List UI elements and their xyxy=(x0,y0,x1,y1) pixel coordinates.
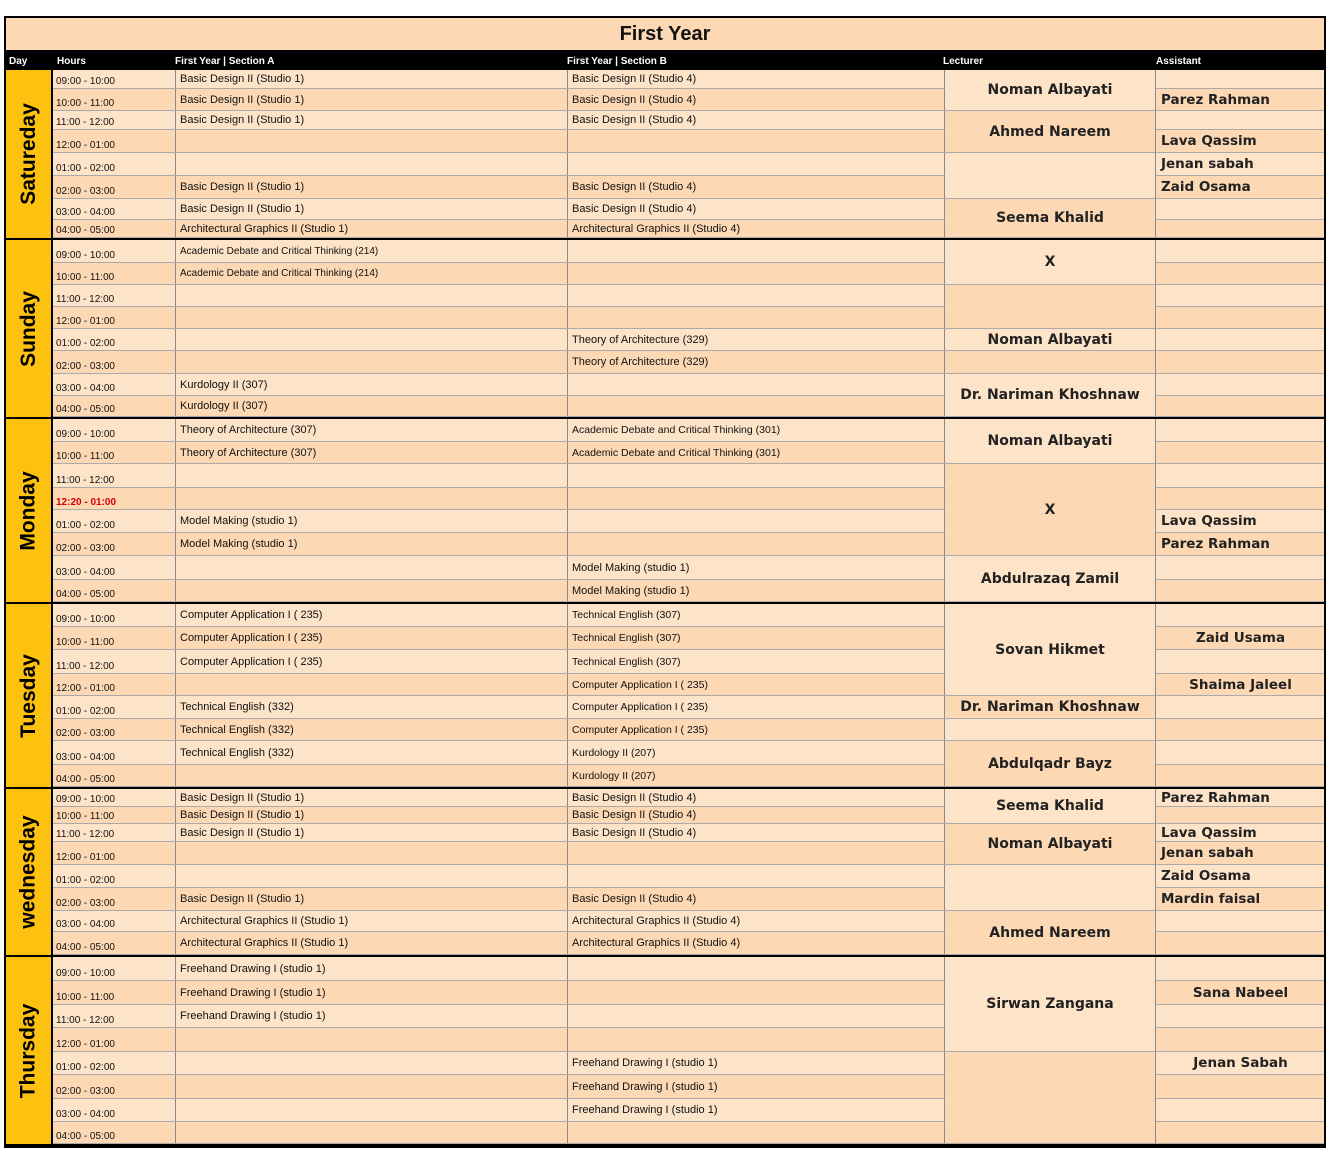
hours-cell: 01:00 - 02:00 xyxy=(53,510,176,532)
hours-cell: 01:00 - 02:00 xyxy=(53,865,176,887)
section-a-cell: Basic Design II (Studio 1) xyxy=(176,89,568,110)
assistant-cell xyxy=(1157,556,1324,580)
section-a-cell: Basic Design II (Studio 1) xyxy=(176,70,568,88)
lecturer-cell xyxy=(945,153,1156,199)
assistant-column xyxy=(1157,70,1324,238)
hours-cell: 01:00 - 02:00 xyxy=(53,696,176,718)
assistant-cell xyxy=(1157,957,1324,981)
day-blocks xyxy=(6,70,1324,1146)
section-b-cell xyxy=(568,865,945,887)
lecturer-column xyxy=(945,957,1156,1144)
assistant-cell: Jenan Sabah xyxy=(1157,1052,1324,1075)
assistant-cell xyxy=(1157,741,1324,765)
assistant-cell xyxy=(1157,1075,1324,1099)
lecturer-cell xyxy=(945,865,1156,911)
day-name: wednesday xyxy=(16,815,40,929)
hours-cell: 01:00 - 02:00 xyxy=(53,329,176,350)
hours-cell: 04:00 - 05:00 xyxy=(53,765,176,786)
day-label xyxy=(6,957,53,1144)
section-b-cell: Basic Design II (Studio 4) xyxy=(568,176,945,198)
section-a-cell xyxy=(176,674,568,695)
section-a-cell xyxy=(176,464,568,487)
section-a-cell: Computer Application I ( 235) xyxy=(176,604,568,626)
lecturer-column xyxy=(945,604,1156,787)
assistant-cell: Lava Qassim xyxy=(1157,130,1324,153)
hours-cell: 12:00 - 01:00 xyxy=(53,307,176,328)
section-b-cell: Computer Application I ( 235) xyxy=(568,674,945,695)
day-name: Sunday xyxy=(16,290,40,367)
hours-cell: 10:00 - 11:00 xyxy=(53,442,176,463)
section-b-cell: Freehand Drawing I (studio 1) xyxy=(568,1075,945,1098)
section-a-cell xyxy=(176,329,568,350)
hours-cell: 03:00 - 04:00 xyxy=(53,1099,176,1121)
section-b-cell: Architectural Graphics II (Studio 4) xyxy=(568,932,945,954)
hours-cell: 09:00 - 10:00 xyxy=(53,70,176,88)
lecturer-cell: Noman Albayati xyxy=(945,329,1156,351)
section-b-cell: Theory of Architecture (329) xyxy=(568,351,945,373)
section-a-cell: Basic Design II (Studio 1) xyxy=(176,111,568,129)
assistant-cell xyxy=(1157,240,1324,263)
hours-cell: 03:00 - 04:00 xyxy=(53,374,176,395)
section-a-cell xyxy=(176,1075,568,1098)
lecturer-cell: Ahmed Nareem xyxy=(945,911,1156,955)
section-b-cell: Technical English (307) xyxy=(568,604,945,626)
hours-cell: 10:00 - 11:00 xyxy=(53,981,176,1004)
assistant-column xyxy=(1157,419,1324,602)
section-a-cell: Theory of Architecture (307) xyxy=(176,419,568,441)
lecturer-cell: Sovan Hikmet xyxy=(945,604,1156,696)
assistant-cell xyxy=(1157,719,1324,741)
section-a-cell: Freehand Drawing I (studio 1) xyxy=(176,957,568,980)
section-b-cell: Technical English (307) xyxy=(568,627,945,649)
hours-cell: 09:00 - 10:00 xyxy=(53,604,176,626)
hours-cell: 11:00 - 12:00 xyxy=(53,824,176,841)
assistant-cell xyxy=(1157,765,1324,787)
hours-cell: 04:00 - 05:00 xyxy=(53,580,176,601)
hours-cell: 03:00 - 04:00 xyxy=(53,556,176,579)
assistant-cell xyxy=(1157,604,1324,627)
assistant-cell xyxy=(1157,374,1324,396)
section-b-cell: Kurdology II (207) xyxy=(568,741,945,764)
hours-cell: 02:00 - 03:00 xyxy=(53,176,176,198)
assistant-cell xyxy=(1157,199,1324,220)
assistant-cell xyxy=(1157,464,1324,488)
lecturer-cell: Abdulrazaq Zamil xyxy=(945,556,1156,602)
assistant-cell: Zaid Osama xyxy=(1157,865,1324,888)
lecturer-cell: Sirwan Zangana xyxy=(945,957,1156,1052)
hours-cell: 04:00 - 05:00 xyxy=(53,220,176,237)
hours-cell: 10:00 - 11:00 xyxy=(53,807,176,823)
section-b-cell: Basic Design II (Studio 4) xyxy=(568,807,945,823)
section-a-cell xyxy=(176,307,568,328)
assistant-cell xyxy=(1157,932,1324,955)
lecturer-column xyxy=(945,789,1156,955)
assistant-column xyxy=(1157,240,1324,417)
hours-cell: 11:00 - 12:00 xyxy=(53,650,176,673)
assistant-cell: Zaid Usama xyxy=(1157,627,1324,650)
assistant-cell: Sana Nabeel xyxy=(1157,981,1324,1005)
lecturer-cell xyxy=(945,351,1156,374)
assistant-cell xyxy=(1157,70,1324,89)
lecturer-cell: Noman Albayati xyxy=(945,824,1156,865)
section-b-cell xyxy=(568,396,945,416)
section-a-cell: Model Making (studio 1) xyxy=(176,510,568,532)
day-name: Monday xyxy=(16,470,40,551)
hours-cell: 12:00 - 01:00 xyxy=(53,842,176,864)
section-a-cell xyxy=(176,1052,568,1074)
section-b-cell xyxy=(568,263,945,284)
section-b-cell xyxy=(568,957,945,980)
section-a-cell xyxy=(176,1028,568,1051)
section-b-cell: Basic Design II (Studio 4) xyxy=(568,789,945,806)
day-block-satureday xyxy=(6,70,1324,240)
assistant-cell: Mardin faisal xyxy=(1157,888,1324,911)
hours-cell: 01:00 - 02:00 xyxy=(53,153,176,175)
lecturer-column xyxy=(945,70,1156,238)
day-label xyxy=(6,70,53,238)
section-b-cell: Basic Design II (Studio 4) xyxy=(568,199,945,219)
day-name: Tuesday xyxy=(16,653,40,738)
lecturer-cell xyxy=(945,719,1156,741)
section-b-cell xyxy=(568,464,945,487)
assistant-cell xyxy=(1157,396,1324,417)
section-b-cell: Basic Design II (Studio 4) xyxy=(568,70,945,88)
assistant-cell: Zaid Osama xyxy=(1157,176,1324,199)
hours-cell: 11:00 - 12:00 xyxy=(53,285,176,306)
assistant-cell xyxy=(1157,488,1324,510)
assistant-cell xyxy=(1157,220,1324,238)
assistant-cell: Parez Rahman xyxy=(1157,89,1324,111)
section-a-cell xyxy=(176,842,568,864)
assistant-cell: Parez Rahman xyxy=(1157,789,1324,807)
lecturer-cell: Noman Albayati xyxy=(945,70,1156,111)
section-a-cell: Kurdology II (307) xyxy=(176,374,568,395)
section-a-cell xyxy=(176,865,568,887)
assistant-cell xyxy=(1157,580,1324,602)
section-a-cell xyxy=(176,351,568,373)
lecturer-cell: X xyxy=(945,464,1156,556)
assistant-cell xyxy=(1157,351,1324,374)
section-b-cell: Basic Design II (Studio 4) xyxy=(568,888,945,910)
lecturer-cell: Seema Khalid xyxy=(945,199,1156,238)
hours-cell: 04:00 - 05:00 xyxy=(53,932,176,954)
hours-cell: 02:00 - 03:00 xyxy=(53,888,176,910)
header-section-a: First Year | Section A xyxy=(175,56,275,67)
hours-cell: 12:00 - 01:00 xyxy=(53,130,176,152)
section-a-cell: Basic Design II (Studio 1) xyxy=(176,888,568,910)
section-a-cell: Architectural Graphics II (Studio 1) xyxy=(176,932,568,954)
hours-cell: 11:00 - 12:00 xyxy=(53,464,176,487)
section-b-cell: Architectural Graphics II (Studio 4) xyxy=(568,220,945,237)
hours-cell: 02:00 - 03:00 xyxy=(53,351,176,373)
day-label xyxy=(6,419,53,602)
hours-cell: 11:00 - 12:00 xyxy=(53,1005,176,1027)
assistant-cell: Parez Rahman xyxy=(1157,533,1324,556)
section-b-cell: Academic Debate and Critical Thinking (301) xyxy=(568,419,945,441)
assistant-cell: Shaima Jaleel xyxy=(1157,674,1324,696)
lecturer-cell: Dr. Nariman Khoshnaw xyxy=(945,696,1156,719)
section-b-cell xyxy=(568,285,945,306)
section-a-cell xyxy=(176,556,568,579)
assistant-cell xyxy=(1157,442,1324,464)
assistant-cell xyxy=(1157,650,1324,674)
timetable-title: First Year xyxy=(6,18,1324,52)
section-b-cell xyxy=(568,240,945,262)
section-b-cell: Basic Design II (Studio 4) xyxy=(568,111,945,129)
assistant-cell xyxy=(1157,1122,1324,1144)
hours-cell: 02:00 - 03:00 xyxy=(53,719,176,740)
section-b-cell: Freehand Drawing I (studio 1) xyxy=(568,1052,945,1074)
column-header-row xyxy=(6,52,1324,70)
day-block-tuesday xyxy=(6,604,1324,789)
section-a-cell xyxy=(176,488,568,509)
assistant-cell xyxy=(1157,911,1324,932)
hours-cell: 03:00 - 04:00 xyxy=(53,911,176,931)
day-block-wednesday xyxy=(6,789,1324,957)
header-lecturer: Lecturer xyxy=(943,56,984,67)
hours-cell: 09:00 - 10:00 xyxy=(53,419,176,441)
section-a-cell: Academic Debate and Critical Thinking (214) xyxy=(176,240,568,262)
section-a-cell: Architectural Graphics II (Studio 1) xyxy=(176,911,568,931)
section-b-cell: Computer Application I ( 235) xyxy=(568,696,945,718)
section-a-cell xyxy=(176,130,568,152)
assistant-cell xyxy=(1157,696,1324,719)
section-b-cell: Model Making (studio 1) xyxy=(568,556,945,579)
section-b-cell xyxy=(568,1122,945,1143)
day-block-thursday xyxy=(6,957,1324,1146)
section-a-cell: Freehand Drawing I (studio 1) xyxy=(176,981,568,1004)
assistant-cell: Lava Qassim xyxy=(1157,824,1324,842)
assistant-cell xyxy=(1157,329,1324,351)
assistant-cell: Jenan sabah xyxy=(1157,153,1324,176)
section-a-cell: Basic Design II (Studio 1) xyxy=(176,199,568,219)
section-a-cell xyxy=(176,285,568,306)
lecturer-cell: Ahmed Nareem xyxy=(945,111,1156,153)
assistant-column xyxy=(1157,957,1324,1144)
section-b-cell xyxy=(568,488,945,509)
section-b-cell: Freehand Drawing I (studio 1) xyxy=(568,1099,945,1121)
lecturer-cell xyxy=(945,1052,1156,1144)
day-name: Satureday xyxy=(16,103,40,205)
section-a-cell xyxy=(176,153,568,175)
section-b-cell xyxy=(568,307,945,328)
section-a-cell: Basic Design II (Studio 1) xyxy=(176,176,568,198)
section-b-cell xyxy=(568,510,945,532)
day-label xyxy=(6,789,53,955)
header-hours: Hours xyxy=(57,56,86,67)
section-a-cell: Computer Application I ( 235) xyxy=(176,627,568,649)
lecturer-column xyxy=(945,419,1156,602)
hours-cell: 09:00 - 10:00 xyxy=(53,789,176,806)
section-a-cell: Basic Design II (Studio 1) xyxy=(176,807,568,823)
section-b-cell xyxy=(568,1005,945,1027)
assistant-cell xyxy=(1157,419,1324,442)
assistant-cell: Lava Qassim xyxy=(1157,510,1324,533)
hours-cell: 12:00 - 01:00 xyxy=(53,1028,176,1051)
section-a-cell: Architectural Graphics II (Studio 1) xyxy=(176,220,568,237)
section-a-cell xyxy=(176,580,568,601)
assistant-cell xyxy=(1157,1099,1324,1122)
section-a-cell xyxy=(176,1122,568,1143)
lecturer-cell: X xyxy=(945,240,1156,285)
hours-cell: 10:00 - 11:00 xyxy=(53,89,176,110)
hours-cell: 03:00 - 04:00 xyxy=(53,199,176,219)
day-label xyxy=(6,240,53,417)
header-assistant: Assistant xyxy=(1156,56,1202,67)
assistant-cell xyxy=(1157,1005,1324,1028)
lecturer-cell: Noman Albayati xyxy=(945,419,1156,464)
assistant-cell xyxy=(1157,807,1324,824)
lecturer-cell xyxy=(945,285,1156,329)
hours-cell: 09:00 - 10:00 xyxy=(53,240,176,262)
assistant-column xyxy=(1157,604,1324,787)
section-a-cell: Theory of Architecture (307) xyxy=(176,442,568,463)
lecturer-cell: Seema Khalid xyxy=(945,789,1156,824)
lecturer-cell: Abdulqadr Bayz xyxy=(945,741,1156,787)
header-section-b: First Year | Section B xyxy=(567,56,667,67)
hours-cell: 04:00 - 05:00 xyxy=(53,1122,176,1143)
section-a-cell: Basic Design II (Studio 1) xyxy=(176,824,568,841)
section-a-cell xyxy=(176,765,568,786)
section-b-cell: Theory of Architecture (329) xyxy=(568,329,945,350)
section-a-cell: Technical English (332) xyxy=(176,719,568,740)
section-b-cell: Academic Debate and Critical Thinking (301) xyxy=(568,442,945,463)
assistant-cell xyxy=(1157,263,1324,285)
section-a-cell: Kurdology II (307) xyxy=(176,396,568,416)
section-b-cell xyxy=(568,153,945,175)
day-name: Thursday xyxy=(16,1003,40,1098)
hours-cell: 12:20 - 01:00 xyxy=(53,488,176,509)
section-b-cell xyxy=(568,533,945,555)
hours-cell: 03:00 - 04:00 xyxy=(53,741,176,764)
section-b-cell xyxy=(568,842,945,864)
hours-cell: 01:00 - 02:00 xyxy=(53,1052,176,1074)
assistant-cell xyxy=(1157,285,1324,307)
assistant-cell xyxy=(1157,111,1324,130)
section-b-cell xyxy=(568,981,945,1004)
hours-cell: 02:00 - 03:00 xyxy=(53,1075,176,1098)
hours-cell: 04:00 - 05:00 xyxy=(53,396,176,416)
section-b-cell: Basic Design II (Studio 4) xyxy=(568,824,945,841)
section-b-cell: Basic Design II (Studio 4) xyxy=(568,89,945,110)
day-block-sunday xyxy=(6,240,1324,419)
section-a-cell: Technical English (332) xyxy=(176,696,568,718)
timetable xyxy=(4,16,1326,1148)
section-b-cell xyxy=(568,130,945,152)
section-b-cell: Computer Application I ( 235) xyxy=(568,719,945,740)
section-a-cell xyxy=(176,1099,568,1121)
hours-cell: 10:00 - 11:00 xyxy=(53,627,176,649)
day-block-monday xyxy=(6,419,1324,604)
lecturer-cell: Dr. Nariman Khoshnaw xyxy=(945,374,1156,417)
section-a-cell: Academic Debate and Critical Thinking (214) xyxy=(176,263,568,284)
assistant-column xyxy=(1157,789,1324,955)
lecturer-column xyxy=(945,240,1156,417)
hours-cell: 12:00 - 01:00 xyxy=(53,674,176,695)
section-b-cell: Kurdology II (207) xyxy=(568,765,945,786)
section-a-cell: Computer Application I ( 235) xyxy=(176,650,568,673)
hours-cell: 02:00 - 03:00 xyxy=(53,533,176,555)
section-a-cell: Freehand Drawing I (studio 1) xyxy=(176,1005,568,1027)
hours-cell: 09:00 - 10:00 xyxy=(53,957,176,980)
section-b-cell xyxy=(568,374,945,395)
day-label xyxy=(6,604,53,787)
section-a-cell: Model Making (studio 1) xyxy=(176,533,568,555)
assistant-cell: Jenan sabah xyxy=(1157,842,1324,865)
section-b-cell: Model Making (studio 1) xyxy=(568,580,945,601)
hours-cell: 10:00 - 11:00 xyxy=(53,263,176,284)
section-b-cell: Architectural Graphics II (Studio 4) xyxy=(568,911,945,931)
section-b-cell xyxy=(568,1028,945,1051)
assistant-cell xyxy=(1157,1028,1324,1052)
section-a-cell: Basic Design II (Studio 1) xyxy=(176,789,568,806)
section-a-cell: Technical English (332) xyxy=(176,741,568,764)
hours-cell: 11:00 - 12:00 xyxy=(53,111,176,129)
section-b-cell: Technical English (307) xyxy=(568,650,945,673)
header-day: Day xyxy=(9,56,28,67)
assistant-cell xyxy=(1157,307,1324,329)
